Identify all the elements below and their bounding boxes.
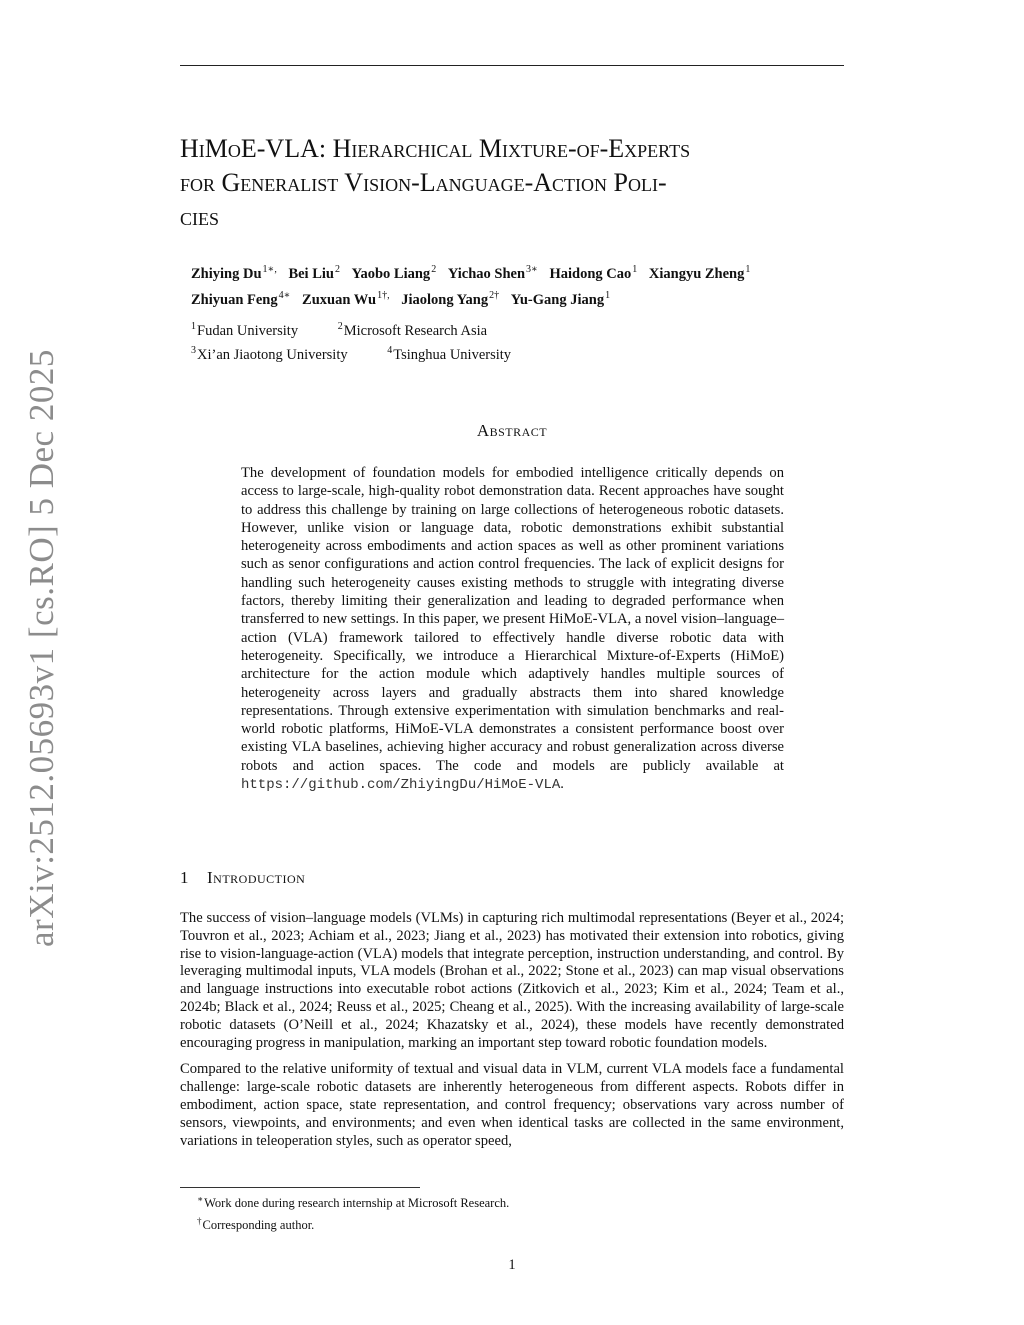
header-rule — [180, 65, 844, 66]
abstract-text: The development of foundation models for embodied intelligence critically depends on access to large-scale, high-quality robot demonstration data. Recent approaches have sought to address this challenge by training on large collections of heterogeneous robotic datasets. However, unlike vision or language data, robotic demonstrations exhibit substantial heterogeneity across embodiments and action spaces as well as other prominent variations such as senor configurations and action control frequencies. The lack of explicit designs for handling such heterogeneity causes existing methods to struggle with integrating diverse factors, thereby limiting their generalization and leading to degraded performance when transferred to new settings. In this paper, we present HiMoE-VLA, a novel vision–language–action (VLA) framework tailored to effectively handle diverse robotic data with heterogeneity. Specifically, we introduce a Hierarchical Mixture-of-Experts (HiMoE) architecture for the action module which adaptively handles multiple sources of heterogeneity across layers and gradually abstracts them into shared knowledge representations. Through extensive experimentation with simulation benchmarks and real-world robotic platforms, HiMoE-VLA demonstrates a consistent performance boost over existing VLA baselines, achieving higher accuracy and robust generalization across diverse robots and action spaces. The code and models are publicly available at https://github.com/ZhiyingDu/HiMoE-VLA. — [241, 465, 784, 794]
paper-title: HiMoE-VLA: Hierarchical Mixture-of-Experts for Generalist Vision-Language-Action Poli- cies — [180, 134, 691, 231]
footnote: †Corresponding author. — [197, 1216, 315, 1233]
paragraph: The success of vision–language models (VLMs) in capturing rich multimodal representations (Beyer et al., 2024; Touvron et al., 2023; Achiam et al., 2023; Jiang et al., 2023) has motivated their extension into robotics, giving rise to vision-language-action (VLA) models that integrate perception, instruction understanding, and control. By leveraging multimodal inputs, VLA models (Brohan et al., 2022; Stone et al., 2023) can map visual observations and language instructions into executable robot actions (Zitkovich et al., 2023; Kim et al., 2024; Team et al., 2024b; Black et al., 2024; Reuss et al., 2025; Cheang et al., 2025). With the increasing availability of large-scale robotic datasets (O’Neill et al., 2024; Khazatsky et al., 2024), these models have recently demonstrated encouraging progress in manipulation, marking an important step toward robotic foundation models. — [180, 910, 844, 1051]
arxiv-id-text: arXiv:2512.05693v1 [cs.RO] 5 Dec 2025 — [22, 349, 61, 947]
page-number: 1 — [508, 1257, 516, 1273]
section-number: 1 — [180, 868, 189, 887]
affiliation-list — [191, 317, 841, 365]
author: Haidong Cao$^1$ — [549, 264, 638, 282]
affiliation: $^2$Microsoft Research Asia — [337, 321, 488, 339]
author: Bei Liu$^2$ — [288, 264, 340, 282]
author: Zhiyuan Feng$^{4∗}$ — [191, 289, 291, 308]
footnote: ∗Work done during research internship at Microsoft Research. — [197, 1194, 510, 1211]
footnote-rule — [180, 1187, 420, 1188]
code-link[interactable]: https://github.com/ZhiyingDu/HiMoE-VLA — [241, 777, 561, 794]
author: Jiaolong Yang$^{2\dagger}$ — [401, 289, 500, 308]
author: Zhiying $Du^{1∗,}$ — [191, 264, 277, 282]
section-heading — [180, 868, 844, 888]
author: Zuxuan $Wu^{1\dagger,}$ — [302, 289, 390, 308]
affiliation: $^3$Xi’an Jiaotong University — [191, 344, 348, 363]
section-body — [180, 910, 844, 1159]
author: Yu-Gang Jiang$^1$ — [510, 289, 611, 308]
author-list — [191, 259, 841, 311]
affiliation-row — [191, 317, 841, 341]
footnotes — [197, 1190, 837, 1234]
affiliation: $^4$Tsinghua University — [387, 344, 512, 363]
author: Yaobo Liang$^2$ — [351, 264, 437, 282]
author: Yichao Shen$^{3∗}$ — [447, 264, 538, 282]
abstract-heading: Abstract — [476, 421, 548, 440]
paragraph: Compared to the relative uniformity of textual and visual data in VLM, current VLA models face a fundamental challenge: large-scale robotic datasets are inherently heterogeneous from different aspects. Robots differ in embodiment, action space, state representation, and control frequency; observations vary across number of sensors, viewpoints, and environments; and even when identical tasks are collected in the same environment, variations in teleoperation styles, such as operator speed, — [180, 1061, 844, 1149]
affiliation: $^1$Fudan University — [191, 321, 299, 339]
author: Xiangyu Zheng$^1$ — [648, 264, 751, 282]
affiliation-row — [191, 341, 841, 365]
arxiv-watermark — [0, 349, 84, 947]
section-title-text: Introduction — [207, 868, 306, 887]
